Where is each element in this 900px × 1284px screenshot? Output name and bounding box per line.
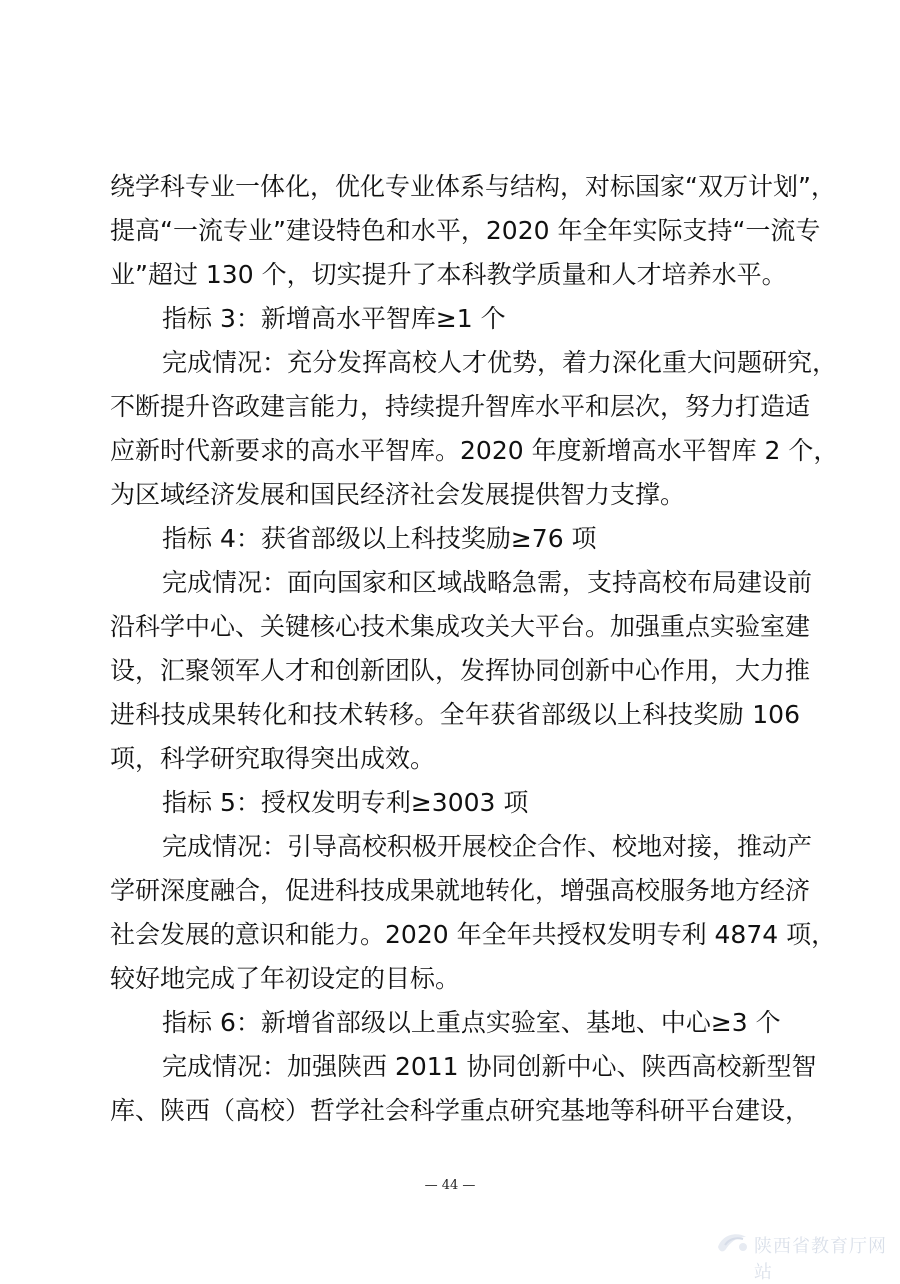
body-line-3: 业”超过 130 个，切实提升了本科教学质量和人才培养水平。 [110,260,787,289]
completion-line-5-1: 完成情况：引导高校积极开展校企合作、校地对接，推动产 [162,832,813,861]
completion-line-3-1: 完成情况：充分发挥高校人才优势，着力深化重大问题研究， [162,348,838,377]
completion-line-4-4: 进科技成果转化和技术转移。全年获省部级以上科技奖励 106 [110,700,800,729]
completion-line-6-1: 完成情况：加强陕西 2011 协同创新中心、陕西高校新型智 [162,1052,817,1081]
indicator-heading-4: 指标 4：获省部级以上科技奖励≥76 项 [162,524,597,553]
watermark [712,1222,892,1283]
page-number: — 44 — [424,1178,476,1193]
indicator-heading-5: 指标 5：授权发明专利≥3003 项 [162,788,529,817]
watermark-logo-icon [712,1227,752,1257]
completion-line-5-2: 学研深度融合，促进科技成果就地转化，增强高校服务地方经济 [110,876,811,905]
indicator-heading-3: 指标 3：新增高水平智库≥1 个 [162,304,506,333]
completion-line-4-5: 项，科学研究取得突出成效。 [110,744,436,773]
completion-line-6-2: 库、陕西（高校）哲学社会科学重点研究基地等科研平台建设， [110,1096,811,1125]
completion-line-4-1: 完成情况：面向国家和区域战略急需，支持高校布局建设前 [162,568,813,597]
completion-line-4-3: 设，汇聚领军人才和创新团队，发挥协同创新中心作用，大力推 [110,656,811,685]
body-line-1: 绕学科专业一体化，优化专业体系与结构，对标国家“双万计划”， [110,172,836,201]
document-body [110,165,839,1133]
body-line-2: 提高“一流专业”建设特色和水平，2020 年全年实际支持“一流专 [110,216,821,245]
completion-line-3-3: 应新时代新要求的高水平智库。2020 年度新增高水平智库 2 个， [110,436,839,465]
completion-line-3-2: 不断提升咨政建言能力，持续提升智库水平和层次，努力打造适 [110,392,811,421]
watermark-text: 陕西省教育厅网站 [754,1236,887,1283]
completion-line-4-2: 沿科学中心、关键核心技术集成攻关大平台。加强重点实验室建 [110,612,811,641]
indicator-heading-6: 指标 6：新增省部级以上重点实验室、基地、中心≥3 个 [162,1008,781,1037]
completion-line-5-3: 社会发展的意识和能力。2020 年全年共授权发明专利 4874 项， [110,920,837,949]
completion-line-5-4: 较好地完成了年初设定的目标。 [110,964,461,993]
completion-line-3-4: 为区域经济发展和国民经济社会发展提供智力支撑。 [110,480,686,509]
